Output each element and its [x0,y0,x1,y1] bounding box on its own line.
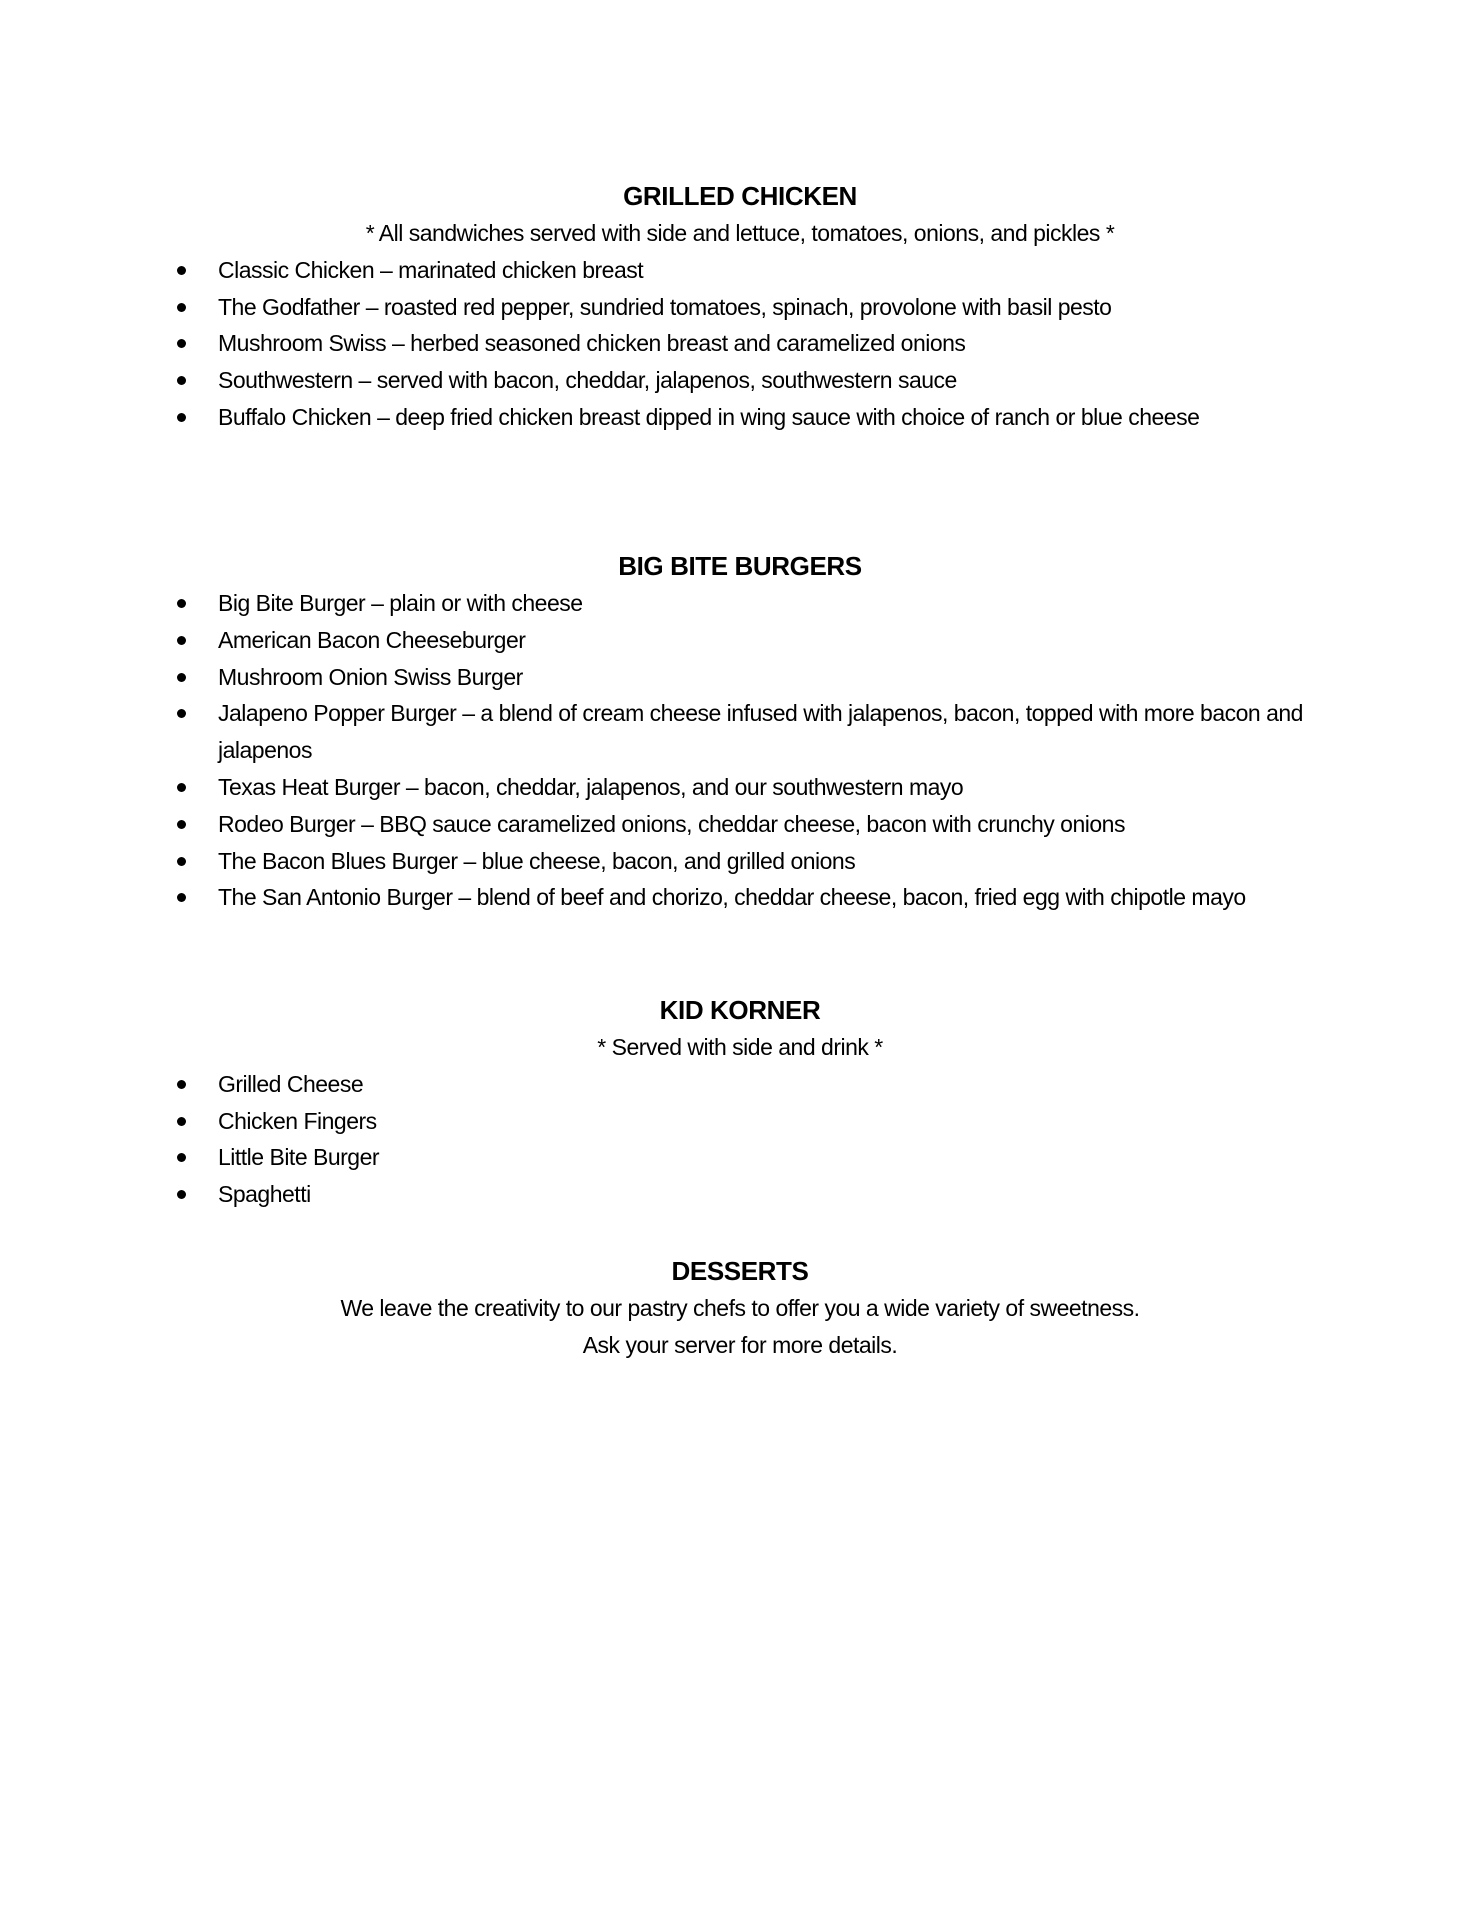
item-text: Texas Heat Burger – bacon, cheddar, jalapenos, and our southwestern mayo [218,773,964,800]
section-heading: BIG BITE BURGERS [618,551,862,581]
list-item [140,252,1308,289]
section-note: * Served with side and drink * [597,1034,883,1060]
bullet-icon [177,893,186,902]
item-text: Mushroom Onion Swiss Burger [218,663,523,690]
list-item [140,622,1308,659]
bullet-icon [177,303,186,312]
item-text: Southwestern – served with bacon, cheddar, jalapenos, southwestern sauce [218,367,957,394]
item-text: Spaghetti [218,1181,311,1208]
menu-list [140,585,1340,916]
section-heading: KID KORNER [659,995,821,1025]
bullet-icon [177,673,186,682]
list-item [140,1139,1308,1176]
list-item [140,325,1308,362]
item-text: Mushroom Swiss – herbed seasoned chicken breast and caramelized onions [218,330,966,357]
list-item [140,1176,1308,1213]
item-text: The Bacon Blues Burger – blue cheese, bacon, and grilled onions [218,847,856,874]
menu-list [140,1066,1340,1213]
bullet-icon [177,339,186,348]
item-text: Grilled Cheese [218,1070,364,1097]
item-text: Jalapeno Popper Burger – a blend of cream cheese infused with jalapenos, bacon, topped with more bacon and jalapenos [218,700,1303,764]
list-item [140,362,1308,399]
bullet-icon [177,1117,186,1126]
item-text: The San Antonio Burger – blend of beef and chorizo, cheddar cheese, bacon, fried egg with chipotle mayo [218,884,1246,911]
big-bite-burgers-section [140,547,1340,916]
list-item [140,585,1308,622]
item-text: Rodeo Burger – BBQ sauce caramelized onions, cheddar cheese, bacon with crunchy onions [218,810,1125,837]
section-note: * All sandwiches served with side and lettuce, tomatoes, onions, and pickles * [365,220,1115,246]
bullet-icon [177,636,186,645]
section-heading: DESSERTS [671,1256,809,1286]
list-item [140,1066,1308,1103]
desserts-section [140,1252,1340,1364]
item-text: Classic Chicken – marinated chicken breast [218,256,644,283]
list-item [140,695,1308,769]
list-item [140,879,1308,916]
bullet-icon [177,709,186,718]
list-item [140,1103,1308,1140]
list-item [140,659,1308,696]
bullet-icon [177,266,186,275]
grilled-chicken-section [140,177,1340,436]
item-text: Little Bite Burger [218,1144,380,1171]
item-text: Chicken Fingers [218,1107,377,1134]
list-item [140,399,1308,436]
list-item [140,843,1308,880]
section-heading: GRILLED CHICKEN [623,181,857,211]
bullet-icon [177,857,186,866]
list-item [140,289,1308,326]
bullet-icon [177,376,186,385]
bullet-icon [177,413,186,422]
desserts-text: We leave the creativity to our pastry chefs to offer you a wide variety of sweetness. [340,1295,1140,1321]
menu-list [140,252,1340,436]
item-text: The Godfather – roasted red pepper, sundried tomatoes, spinach, provolone with basil pesto [218,293,1112,320]
kid-korner-section [140,991,1340,1213]
list-item [140,769,1308,806]
item-text: Big Bite Burger – plain or with cheese [218,590,583,616]
list-item [140,806,1308,843]
item-text: American Bacon Cheeseburger [218,626,526,653]
bullet-icon [177,1153,186,1162]
bullet-icon [177,599,186,608]
bullet-icon [177,783,186,792]
item-text: Buffalo Chicken – deep fried chicken breast dipped in wing sauce with choice of ranch or blue cheese [218,403,1200,430]
bullet-icon [177,1080,186,1089]
bullet-icon [177,1190,186,1199]
desserts-text: Ask your server for more details. [582,1331,898,1358]
bullet-icon [177,820,186,829]
